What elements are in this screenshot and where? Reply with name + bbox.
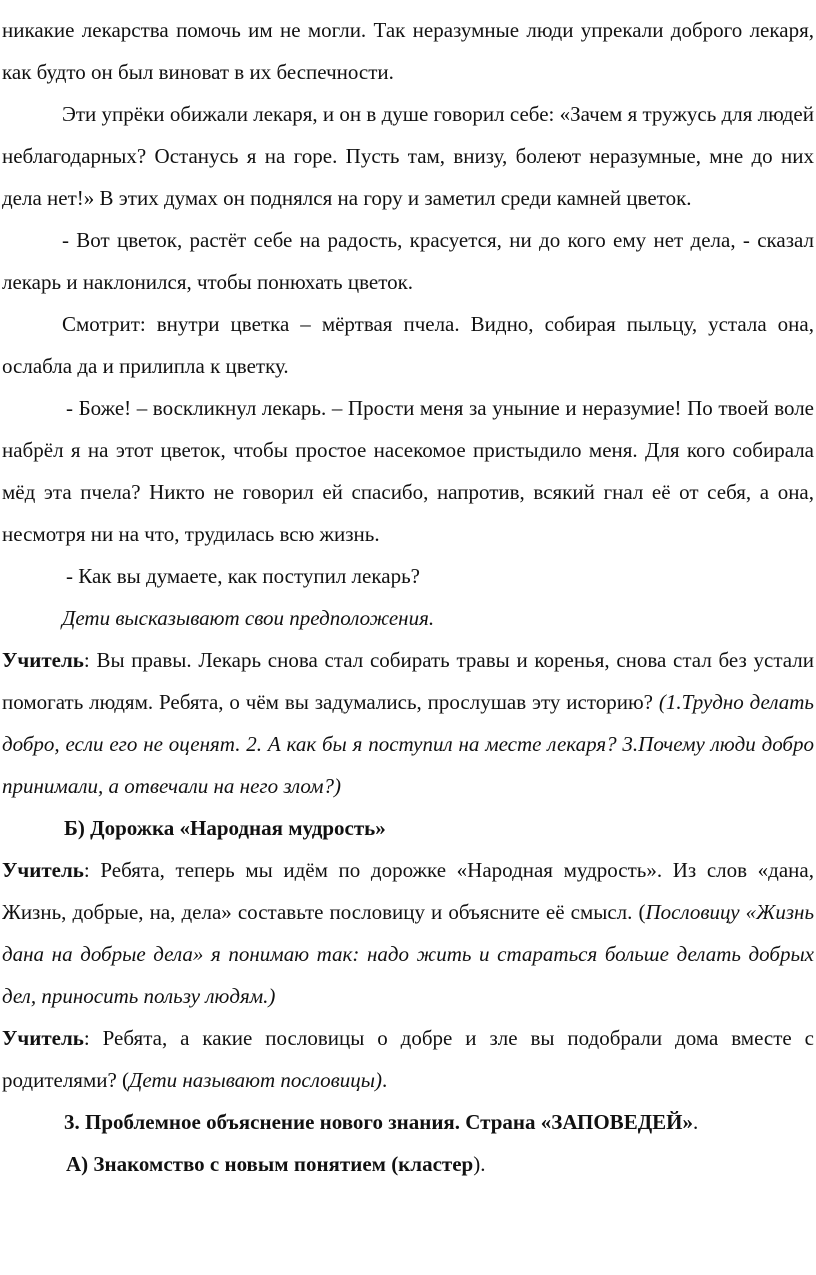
speaker-label: Учитель [2,648,84,672]
children-answer-note: Дети высказывают свои предположения. [62,606,435,630]
speaker-colon: : [83,648,90,672]
speaker-label: Учитель [2,1026,84,1050]
teacher-paragraph-1 [2,639,814,807]
story-paragraph-4: Смотрит: внутри цветка – мёртвая пчела. Видно, собирая пыльцу, устала она, ослабла да и прилипла к цветку. [2,312,814,378]
section-heading-a [2,1143,814,1185]
story-paragraph-2: Эти упрёки обижали лекаря, и он в душе говорил себе: «Зачем я тружусь для людей неблагодарных? Останусь я на горе. Пусть там, внизу, болеют неразумные, мне до них дела нет!» В этих думах он поднялся на гору и заметил среди камней цветок. [2,102,814,210]
speaker-label: Учитель [2,858,84,882]
document-page [0,9,816,1275]
expected-answers: Пословицу «Жизнь дана на добрые дела» я понимаю так: надо жить и стараться больше делать добрых дел, приносить пользу людям.) [2,900,815,1008]
speaker-colon: : [83,1026,90,1050]
teacher-paragraph-2 [2,849,814,1017]
teacher-text: Ребята, а какие пословицы о добре и зле вы подобрали дома вместе с родителями? ( [2,1026,814,1092]
heading-end: . [693,1110,699,1134]
expected-answers: Дети называют пословицы) [129,1068,382,1092]
story-paragraph-5: - Боже! – воскликнул лекарь. – Прости меня за уныние и неразумие! По твоей воле набрёл я на этот цветок, чтобы простое насекомое пристыдило меня. Для кого собирала мёд эта пчела? Никто не говорил ей спасибо, напротив, всякий гнал её от себя, а она, несмотря ни на что, трудилась всю жизнь. [2,396,814,546]
teacher-text: Ребята, теперь мы идём по дорожке «Народная мудрость». Из слов «дана, Жизнь, добрые, на, дела» составьте пословицу и объясните её смысл. ( [2,858,814,924]
heading-text: 3. Проблемное объяснение нового знания. Страна «ЗАПОВЕДЕЙ» [64,1110,693,1134]
teacher-paragraph-3 [2,1017,814,1101]
story-paragraph-3: - Вот цветок, растёт себе на радость, красуется, ни до кого ему нет дела, - сказал лекарь и наклонился, чтобы понюхать цветок. [2,228,814,294]
story-paragraph-1: никакие лекарства помочь им не могли. Так неразумные люди упрекали доброго лекаря, как будто он был виноват в их беспечности. [2,18,814,84]
speaker-colon: : [83,858,90,882]
sentence-end: . [381,1068,388,1092]
expected-answers: (1.Трудно делать добро, если его не оценят. 2. А как бы я поступил на месте лекаря? 3.Почему люди добро принимали, а отвечали на него злом?) [2,690,814,798]
heading-end: ). [473,1152,486,1176]
section-heading-3 [2,1101,814,1143]
section-heading-b: Б) Дорожка «Народная мудрость» [64,816,386,840]
question-line: - Как вы думаете, как поступил лекарь? [66,564,420,588]
heading-text: А) Знакомство с новым понятием (кластер [66,1152,474,1176]
teacher-text: Вы правы. Лекарь снова стал собирать травы и коренья, снова стал без устали помогать людям. Ребята, о чём вы задумались, прослушав эту историю? [2,648,814,714]
